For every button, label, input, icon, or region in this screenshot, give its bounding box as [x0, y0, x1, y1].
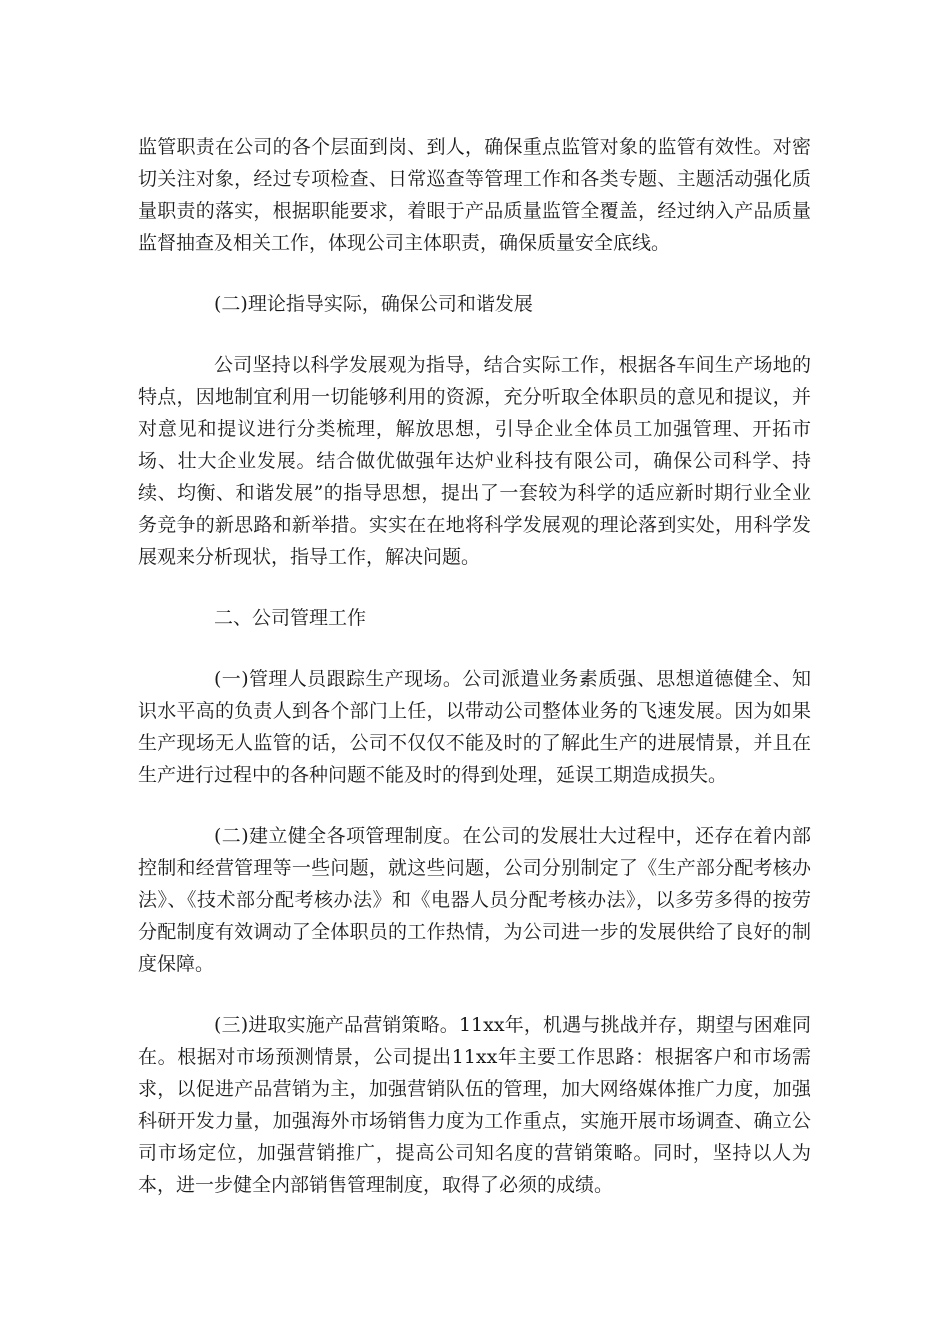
paragraph-management-systems: (二)建立健全各项管理制度。在公司的发展壮大过程中，还存在着内部控制和经营管理等一些问题，就这些问题，公司分别制定了《生产部分配考核办法》、《技术部分配考核办法》和《电器人员分配考核办法》，以多劳多得的按劳分配制度有效调动了全体职员的工作热情，为公司进一步的发展供给了良好的制度保障。 — [138, 825, 811, 975]
paragraph-scientific-development: 公司坚持以科学发展观为指导，结合实际工作，根据各车间生产场地的特点，因地制宜利用一切能够利用的资源，充分听取全体职员的意见和提议，并对意见和提议进行分类梳理，解放思想，引导企业全体员工加强管理、开拓市场、壮大企业发展。结合做优做强年达炉业科技有限公司，确保公司科学、持续、均衡、和谐发展”的指导思想，提出了一套较为科学的适应新时期行业全业务竞争的新思路和新举措。实实在在地将科学发展观的理论落到实处，用科学发展观来分析现状，指导工作，解决问题。 — [138, 354, 811, 568]
paragraph-site-supervision: (一)管理人员跟踪生产现场。公司派遣业务素质强、思想道德健全、知识水平高的负责人到各个部门上任，以带动公司整体业务的飞速发展。因为如果生产现场无人监管的话，公司不仅仅不能及时的了解此生产的进展情景，并且在生产进行过程中的各种问题不能及时的得到处理，延误工期造成损失。 — [138, 668, 811, 786]
paragraph-supervision-continued: 监管职责在公司的各个层面到岗、到人，确保重点监管对象的监管有效性。对密切关注对象，经过专项检查、日常巡查等管理工作和各类专题、主题活动强化质量职责的落实，根据职能要求，着眼于产品质量监管全覆盖，经过纳入产品质量监督抽查及相关工作，体现公司主体职责，确保质量安全底线。 — [138, 136, 811, 254]
section-heading-management-work: 二、公司管理工作 — [214, 607, 367, 629]
subheading-theory-guides-practice: (二)理论指导实际，确保公司和谐发展 — [214, 293, 533, 315]
paragraph-marketing-strategy: (三)进取实施产品营销策略。11xx年，机遇与挑战并存，期望与困难同在。根据对市场预测情景，公司提出11xx年主要工作思路：根据客户和市场需求，以促进产品营销为主，加强营销队伍的管理，加大网络媒体推广力度，加强科研开发力量，加强海外市场销售力度为工作重点，实施开展市场调查、确立公司市场定位，加强营销推广，提高公司知名度的营销策略。同时，坚持以人为本，进一步健全内部销售管理制度，取得了必须的成绩。 — [138, 1014, 811, 1196]
document-body — [138, 131, 811, 1230]
